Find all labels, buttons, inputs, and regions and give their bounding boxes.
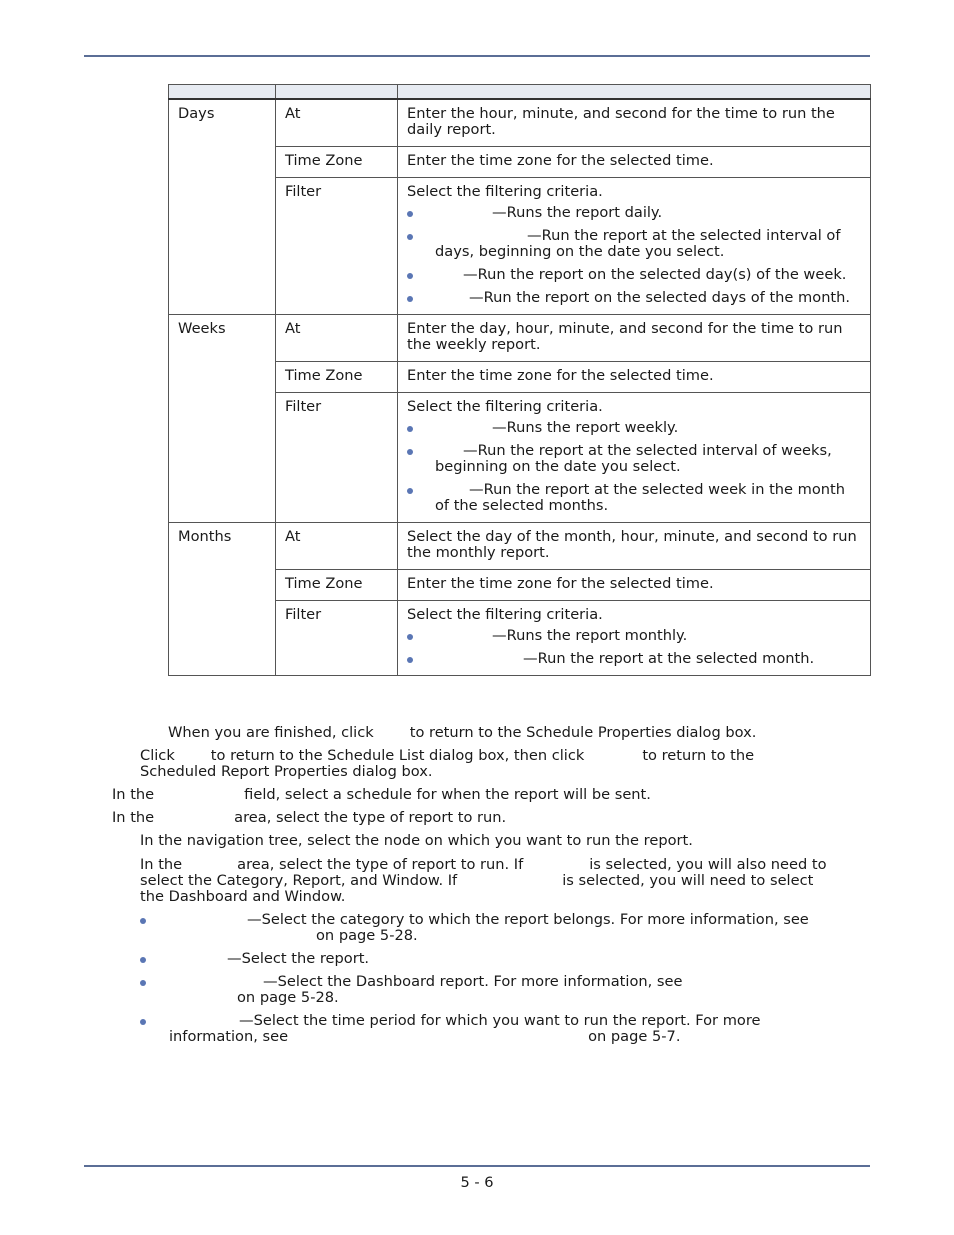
table-row (169, 99, 871, 147)
bullet-icon (407, 273, 413, 279)
bullet-icon (407, 488, 413, 494)
header-rule (84, 55, 870, 57)
list-item (407, 651, 862, 667)
category-bullet (169, 912, 809, 944)
list-item (407, 205, 862, 221)
description-cell (398, 315, 871, 362)
text: information, see (169, 1028, 289, 1045)
description-text: Enter the time zone for the selected time. (407, 367, 714, 384)
field-cell: Filter (276, 178, 398, 315)
description-text: Select the filtering criteria. (407, 606, 603, 623)
interval-cell: Weeks (169, 315, 276, 523)
window-bullet (169, 1013, 761, 1045)
click-paragraph (140, 748, 754, 780)
bullet-icon (407, 634, 413, 640)
text: to return to the (642, 747, 755, 764)
footer-rule (84, 1165, 870, 1167)
header-cell (276, 85, 398, 100)
bullet-icon (140, 980, 146, 986)
list-item (407, 228, 862, 260)
table-body (169, 99, 871, 676)
schedule-parameters-table (168, 84, 871, 676)
option-text: —Run the report at the selected month. (523, 650, 815, 667)
text: select the Category, Report, and Window. If (140, 872, 458, 889)
report-bullet (169, 951, 369, 967)
description-cell (398, 601, 871, 676)
text: —Select the Dashboard report. For more information, see (263, 973, 683, 990)
list-item (407, 482, 862, 514)
page-number: 5 - 6 (460, 1174, 494, 1191)
description-text: Enter the day, hour, minute, and second for the time to run the weekly report. (407, 320, 843, 353)
description-text: Enter the hour, minute, and second for the time to run the daily report. (407, 105, 835, 138)
description-cell (398, 178, 871, 315)
filter-options-list (407, 205, 862, 306)
table-header-row (169, 85, 871, 100)
text: field, select a schedule for when the report will be sent. (244, 786, 651, 803)
text: area, select the type of report to run. (234, 809, 507, 826)
list-item (407, 443, 862, 475)
description-cell (398, 570, 871, 601)
text: —Select the report. (227, 950, 370, 967)
interval-cell: Months (169, 523, 276, 676)
text: Scheduled Report Properties dialog box. (140, 763, 433, 780)
field-cell: At (276, 315, 398, 362)
list-item (407, 420, 862, 436)
description-cell (398, 362, 871, 393)
option-text: —Run the report on the selected day(s) of the week. (463, 266, 847, 283)
description-cell (398, 99, 871, 147)
header-cell (398, 85, 871, 100)
description-cell (398, 393, 871, 523)
description-text: Select the filtering criteria. (407, 183, 603, 200)
option-text: —Runs the report daily. (492, 204, 663, 221)
text: When you are finished, click (168, 724, 374, 741)
header-cell (169, 85, 276, 100)
text: on page 5-28. (237, 989, 339, 1006)
list-item (407, 267, 862, 283)
text: on page 5-28. (316, 927, 418, 944)
field-cell: At (276, 523, 398, 570)
description-text: Select the day of the month, hour, minute, and second to run the monthly report. (407, 528, 857, 561)
option-text: —Run the report at the selected interval of weeks, beginning on the date you select. (435, 442, 832, 475)
option-text: —Runs the report weekly. (492, 419, 679, 436)
option-text: —Run the report at the selected week in the month of the selected months. (435, 481, 846, 514)
field-cell: Time Zone (276, 570, 398, 601)
schedule-field-paragraph (112, 787, 651, 803)
finished-paragraph (168, 725, 756, 741)
field-cell: Filter (276, 393, 398, 523)
bullet-icon (140, 957, 146, 963)
bullet-icon (407, 426, 413, 432)
description-text: Select the filtering criteria. (407, 398, 603, 415)
field-cell: Time Zone (276, 362, 398, 393)
text: Click (140, 747, 175, 764)
description-cell (398, 147, 871, 178)
navigation-paragraph (140, 833, 693, 849)
bullet-icon (407, 211, 413, 217)
field-cell: Filter (276, 601, 398, 676)
option-text: —Run the report at the selected interval of days, beginning on the date you select. (435, 227, 841, 260)
option-text: —Runs the report monthly. (492, 627, 688, 644)
text: to return to the Schedule List dialog box, then click (210, 747, 585, 764)
description-text: Enter the time zone for the selected time. (407, 152, 714, 169)
text: In the (140, 856, 183, 873)
bullet-icon (140, 1019, 146, 1025)
text: —Select the category to which the report belongs. For more information, see (247, 911, 809, 928)
text: area, select the type of report to run. If (237, 856, 524, 873)
option-text: —Run the report on the selected days of the month. (469, 289, 851, 306)
text: In the (112, 809, 155, 826)
text: In the navigation tree, select the node on which you want to run the report. (140, 832, 693, 849)
bullet-icon (407, 234, 413, 240)
field-cell: Time Zone (276, 147, 398, 178)
filter-options-list (407, 628, 862, 667)
filter-options-list (407, 420, 862, 514)
dashboard-bullet (169, 974, 682, 1006)
text: is selected, you will need to select (562, 872, 814, 889)
text: on page 5-7. (588, 1028, 681, 1045)
table-row (169, 523, 871, 570)
description-text: Enter the time zone for the selected time. (407, 575, 714, 592)
bullet-icon (140, 918, 146, 924)
table-row (169, 315, 871, 362)
bullet-icon (407, 449, 413, 455)
text: to return to the Schedule Properties dialog box. (409, 724, 757, 741)
list-item (407, 628, 862, 644)
text: the Dashboard and Window. (140, 888, 346, 905)
interval-cell: Days (169, 99, 276, 315)
text: In the (112, 786, 155, 803)
type-area-paragraph (112, 810, 506, 826)
report-type-paragraph (140, 857, 827, 905)
bullet-icon (407, 296, 413, 302)
field-cell: At (276, 99, 398, 147)
text: is selected, you will also need to (589, 856, 827, 873)
bullet-icon (407, 657, 413, 663)
list-item (407, 290, 862, 306)
text: —Select the time period for which you want to run the report. For more (239, 1012, 761, 1029)
description-cell (398, 523, 871, 570)
